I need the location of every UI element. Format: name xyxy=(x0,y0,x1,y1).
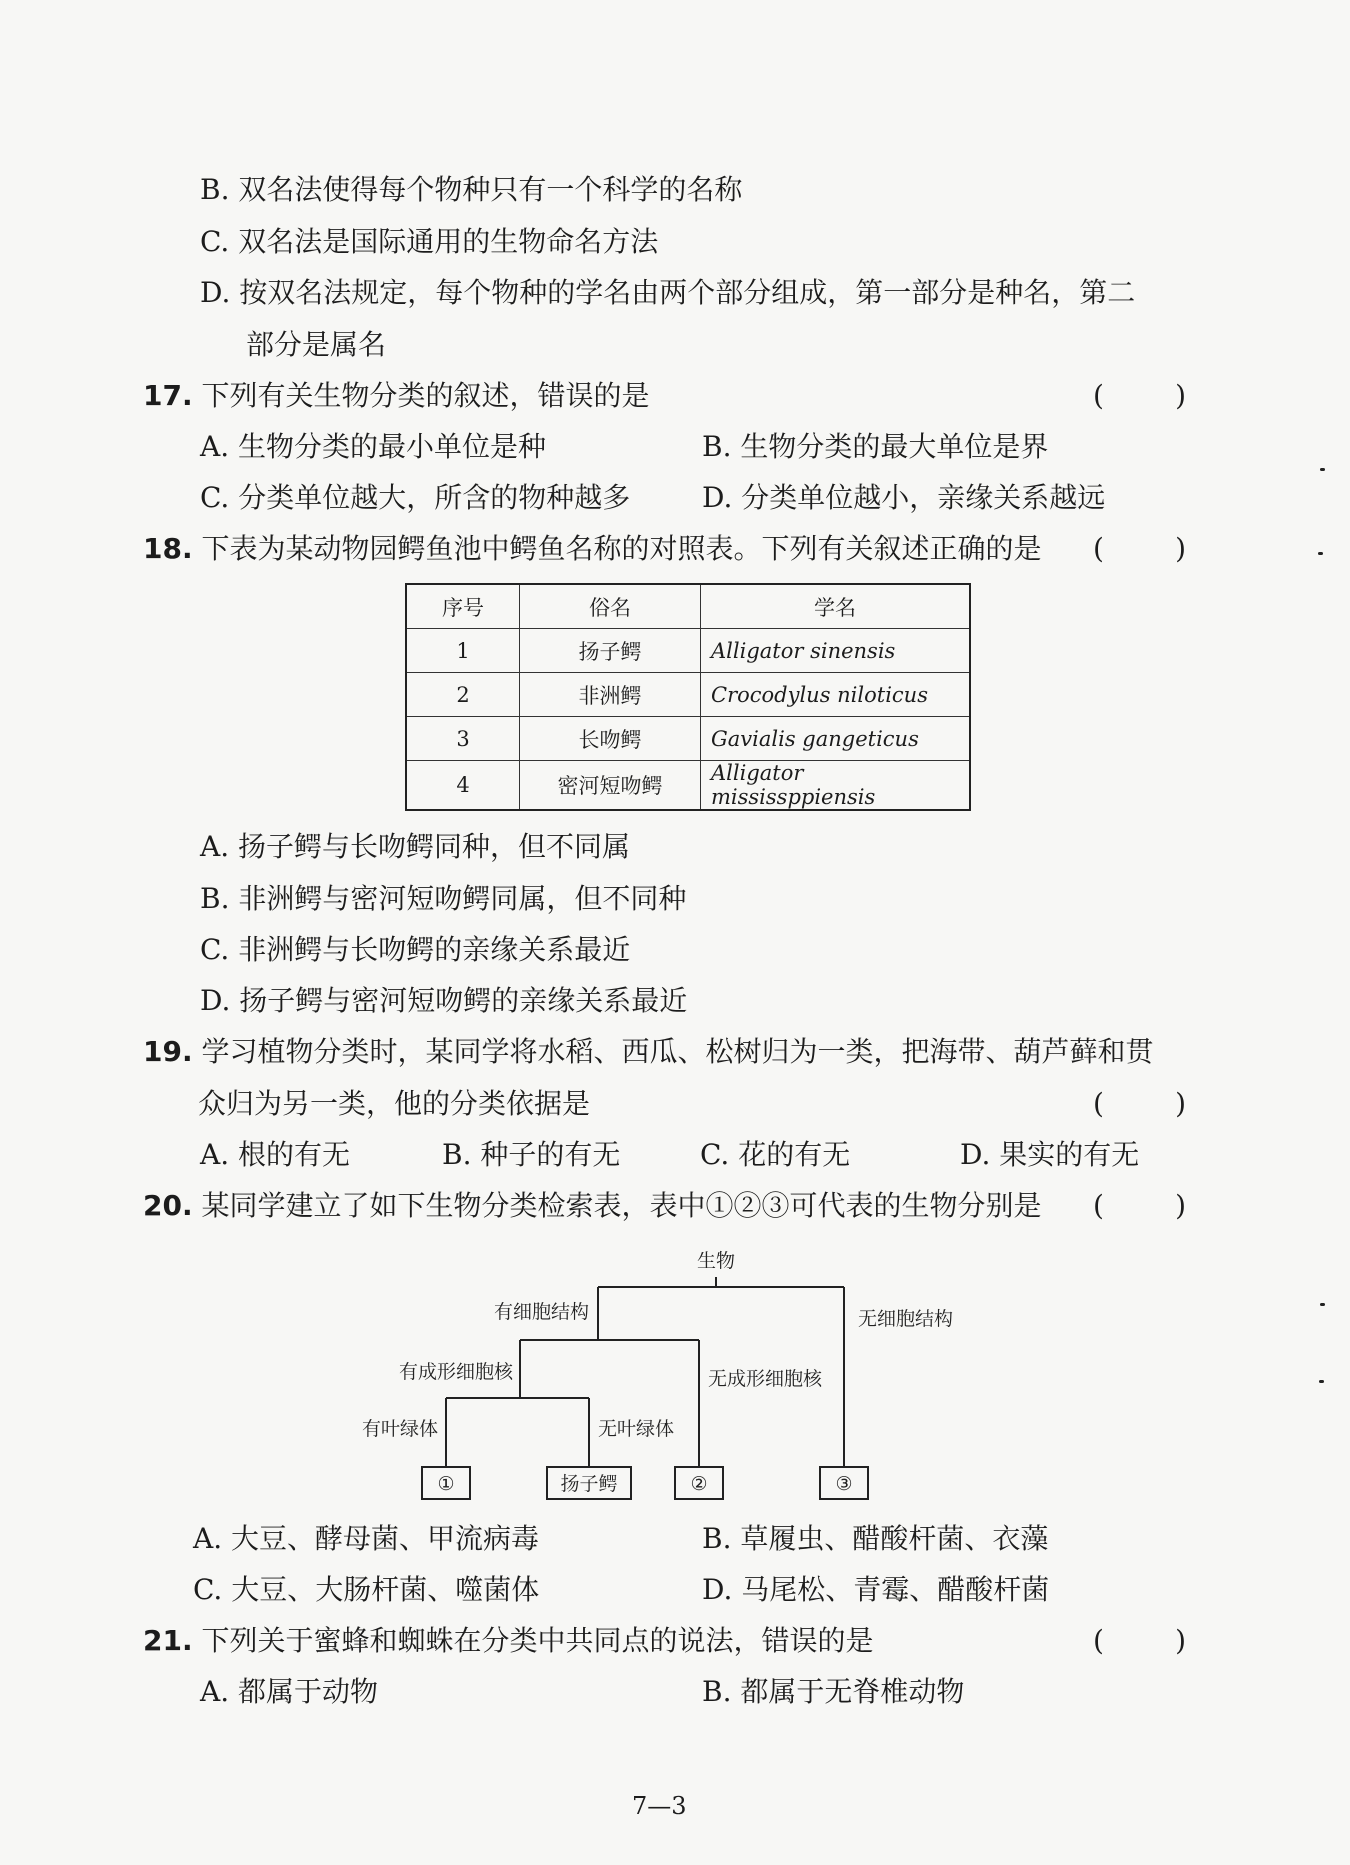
table-cell: Crocodylus niloticus xyxy=(701,673,971,717)
q19-option-b: B. 种子的有无 xyxy=(442,1138,621,1171)
q17-answer-paren: ( ) xyxy=(1093,379,1187,412)
q16-option-d-line1: D. 按双名法规定，每个物种的学名由两个部分组成，第一部分是种名，第二 xyxy=(200,276,1136,309)
q18-option-b: B. 非洲鳄与密河短吻鳄同属，但不同种 xyxy=(200,882,687,915)
scan-speck xyxy=(1318,552,1323,555)
box-2-label: ② xyxy=(690,1473,708,1495)
table-cell: Alligator mississppiensis xyxy=(701,761,971,811)
q21-stem-line xyxy=(143,1623,874,1659)
q17-stem: 下列有关生物分类的叙述，错误的是 xyxy=(201,379,650,412)
no-nucleus-label: 无成形细胞核 xyxy=(708,1368,823,1390)
table-header: 俗名 xyxy=(520,584,701,629)
q18-number: 18. xyxy=(143,532,193,565)
box-crocodile-label: 扬子鳄 xyxy=(560,1473,618,1495)
table-cell: 密河短吻鳄 xyxy=(520,761,701,811)
table-cell: Gavialis gangeticus xyxy=(701,717,971,761)
q19-option-d: D. 果实的有无 xyxy=(960,1138,1140,1171)
table-cell: 1 xyxy=(406,629,520,673)
q18-stem-line xyxy=(143,531,1042,567)
table-cell: 4 xyxy=(406,761,520,811)
q19-answer-paren: ( ) xyxy=(1093,1087,1187,1120)
scan-speck xyxy=(1319,1380,1324,1383)
table-row xyxy=(406,717,970,761)
table-header: 学名 xyxy=(701,584,971,629)
no-chloroplast-label: 无叶绿体 xyxy=(598,1418,675,1440)
q21-number: 21. xyxy=(143,1624,193,1657)
no-cell-structure-label: 无细胞结构 xyxy=(858,1308,954,1330)
table-cell: 非洲鳄 xyxy=(520,673,701,717)
q17-stem-line xyxy=(143,378,650,414)
q20-stem: 某同学建立了如下生物分类检索表，表中①②③可代表的生物分别是 xyxy=(201,1189,1042,1222)
q20-answer-paren: ( ) xyxy=(1093,1189,1187,1222)
q20-stem-line xyxy=(143,1188,1042,1224)
q18-option-c: C. 非洲鳄与长吻鳄的亲缘关系最近 xyxy=(200,933,631,966)
crocodile-name-table xyxy=(405,583,971,811)
q20-option-d: D. 马尾松、青霉、醋酸杆菌 xyxy=(702,1573,1050,1606)
q18-answer-paren: ( ) xyxy=(1093,532,1187,565)
q17-number: 17. xyxy=(143,379,193,412)
q16-option-c: C. 双名法是国际通用的生物命名方法 xyxy=(200,225,659,258)
has-chloroplast-label: 有叶绿体 xyxy=(361,1418,438,1440)
box-3-label: ③ xyxy=(835,1473,853,1495)
has-cell-structure-label: 有细胞结构 xyxy=(493,1301,589,1323)
table-cell: 扬子鳄 xyxy=(520,629,701,673)
q19-stem-1: 学习植物分类时，某同学将水稻、西瓜、松树归为一类，把海带、葫芦藓和贯 xyxy=(201,1035,1154,1068)
table-header: 序号 xyxy=(406,584,520,629)
q20-option-a: A. 大豆、酵母菌、甲流病毒 xyxy=(193,1522,540,1555)
table-row xyxy=(406,673,970,717)
tree-root-label: 生物 xyxy=(696,1250,736,1272)
table-cell: 长吻鳄 xyxy=(520,717,701,761)
q20-option-c: C. 大豆、大肠杆菌、噬菌体 xyxy=(193,1573,540,1606)
q17-option-d: D. 分类单位越小，亲缘关系越远 xyxy=(702,481,1106,514)
table-row xyxy=(406,761,970,811)
q19-option-a: A. 根的有无 xyxy=(200,1138,351,1171)
q18-stem: 下表为某动物园鳄鱼池中鳄鱼名称的对照表。下列有关叙述正确的是 xyxy=(201,532,1042,565)
q17-option-a: A. 生物分类的最小单位是种 xyxy=(200,430,547,463)
scan-speck xyxy=(1320,1303,1325,1306)
page-number: 7—3 xyxy=(632,1792,687,1820)
q21-option-a: A. 都属于动物 xyxy=(200,1675,379,1708)
q16-option-d-line2: 部分是属名 xyxy=(246,328,387,361)
q19-stem-line2: 众归为另一类，他的分类依据是 xyxy=(198,1087,591,1120)
q21-answer-paren: ( ) xyxy=(1093,1624,1187,1657)
q20-option-b: B. 草履虫、醋酸杆菌、衣藻 xyxy=(702,1522,1049,1555)
scan-speck xyxy=(1320,468,1325,471)
box-1-label: ① xyxy=(437,1473,455,1495)
classification-key-diagram xyxy=(340,1235,954,1505)
table-cell: Alligator sinensis xyxy=(701,629,971,673)
q17-option-c: C. 分类单位越大，所含的物种越多 xyxy=(200,481,631,514)
q16-option-b: B. 双名法使得每个物种只有一个科学的名称 xyxy=(200,173,743,206)
q19-stem-line1 xyxy=(143,1034,1154,1070)
q21-stem: 下列关于蜜蜂和蜘蛛在分类中共同点的说法，错误的是 xyxy=(201,1624,874,1657)
table-row xyxy=(406,629,970,673)
q19-number: 19. xyxy=(143,1035,193,1068)
table-cell: 3 xyxy=(406,717,520,761)
table-cell: 2 xyxy=(406,673,520,717)
table-header-row xyxy=(406,584,970,629)
q18-option-a: A. 扬子鳄与长吻鳄同种，但不同属 xyxy=(200,830,631,863)
q19-option-c: C. 花的有无 xyxy=(700,1138,851,1171)
q18-option-d: D. 扬子鳄与密河短吻鳄的亲缘关系最近 xyxy=(200,984,688,1017)
q21-option-b: B. 都属于无脊椎动物 xyxy=(702,1675,965,1708)
has-nucleus-label: 有成形细胞核 xyxy=(398,1361,513,1383)
q17-option-b: B. 生物分类的最大单位是界 xyxy=(702,430,1049,463)
q20-number: 20. xyxy=(143,1189,193,1222)
